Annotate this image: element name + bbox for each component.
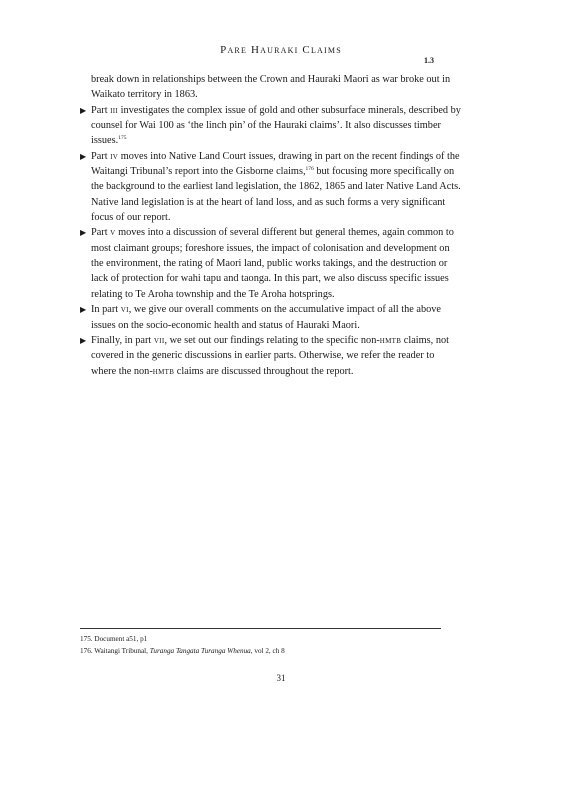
- page-number: 31: [276, 673, 286, 683]
- part-summary-list: [80, 103, 462, 379]
- footnote-ref-176[interactable]: 176: [305, 166, 314, 173]
- cited-report-title: Turanga Tangata Turanga Whenua: [149, 647, 251, 655]
- footnote-176: 176. Waitangi Tribunal, Turanga Tangata Turanga Whenua, vol 2, ch 8: [80, 647, 285, 655]
- part-number: vi: [120, 304, 129, 316]
- footnote-divider: [80, 628, 441, 629]
- list-item-part-v: ▶ Part v moves into a discussion of several different but general themes, again common to most claimant groups; foreshore issues, the impact of colonisation and development on the environment, the rating of Maori land, public works takings, and the destruction or lack of protection for wahi tapu and taonga. In this part, we also discuss specific issues relating to Te Aroha township and the Te Aroha hotsprings.: [80, 227, 454, 300]
- part-number: iv: [110, 150, 119, 162]
- part-number: vii: [153, 334, 165, 346]
- claims-abbreviation: hmtb: [379, 334, 402, 346]
- footnote-ref-175[interactable]: 175: [118, 135, 127, 142]
- body-text: [80, 72, 462, 379]
- continuation-paragraph: break down in relationships between the Crown and Hauraki Maori as war broke out in Waikato territory in 1863.: [91, 74, 451, 101]
- list-item-part-vii: ▶ Finally, in part vii, we set out our findings relating to the specific non-hmtb claims, not covered in the generic discussions in earlier parts. Otherwise, we refer the reader to where the non-hmtb claims are discussed throughout the report.: [80, 334, 449, 377]
- list-item-part-iv: ▶ Part iv moves into Native Land Court issues, drawing in part on the recent findings of the Waitangi Tribunal’s report into the Gisborne claims,$^{176}$ but focusing more specifically on the background to the earliest land legislation, the 1862, 1865 and later Native Land Acts. Native land legislation is at the heart of land loss, and as such forms a very significant focus of our report.: [80, 150, 461, 224]
- triangle-bullet-icon: ▶: [80, 105, 87, 115]
- triangle-bullet-icon: ▶: [80, 335, 87, 345]
- list-item-part-vi: ▶ In part vi, we give our overall comments on the accumulative impact of all the above issues on the socio-economic health and status of Hauraki Maori.: [80, 304, 441, 331]
- list-item-part-iii: ▶ Part iii investigates the complex issue of gold and other subsurface minerals, described by counsel for Wai 100 as ‘the linch pin’ of the Hauraki claims’. It also discusses timber issues.$^{175}$: [80, 104, 461, 147]
- section-number: 1.3: [424, 56, 434, 65]
- triangle-bullet-icon: ▶: [80, 228, 87, 238]
- part-number: v: [110, 227, 116, 239]
- triangle-bullet-icon: ▶: [80, 305, 87, 315]
- claims-abbreviation: hmtb: [152, 365, 175, 377]
- triangle-bullet-icon: ▶: [80, 151, 87, 161]
- footnotes: [80, 633, 462, 657]
- footnote-175: 175. Document a51, p1: [80, 635, 148, 643]
- running-head-title: Pare Hauraki Claims: [220, 44, 342, 56]
- part-number: iii: [110, 104, 119, 116]
